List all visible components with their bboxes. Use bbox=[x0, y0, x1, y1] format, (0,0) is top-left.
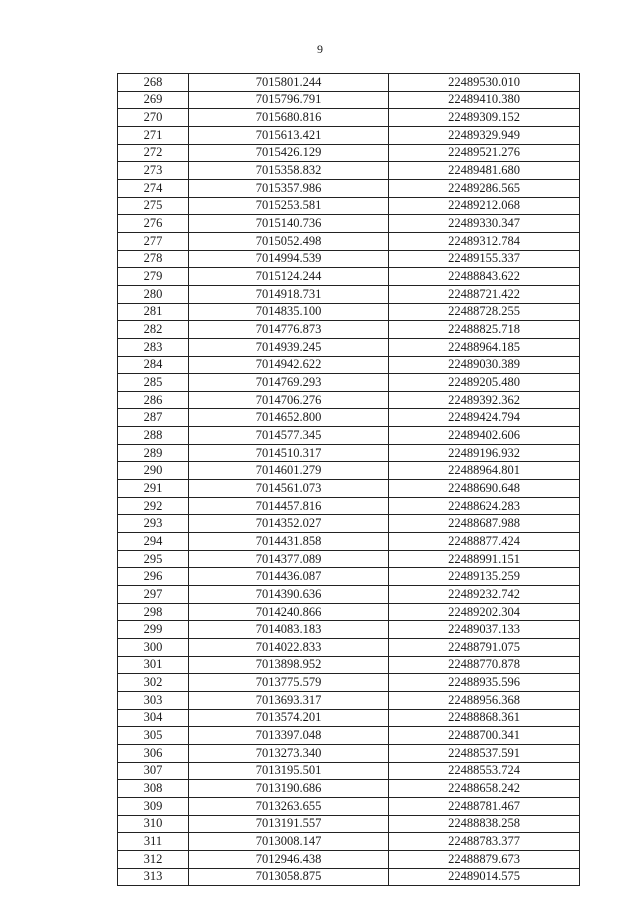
x-coordinate-cell: 7014390.636 bbox=[189, 586, 389, 604]
table-row bbox=[118, 409, 580, 427]
y-coordinate-cell: 22489286.565 bbox=[389, 179, 580, 197]
point-number-cell: 290 bbox=[118, 462, 189, 480]
point-number-cell: 312 bbox=[118, 850, 189, 868]
x-coordinate-cell: 7014601.279 bbox=[189, 462, 389, 480]
table-row bbox=[118, 480, 580, 498]
x-coordinate-cell: 7014436.087 bbox=[189, 568, 389, 586]
y-coordinate-cell: 22488879.673 bbox=[389, 850, 580, 868]
y-coordinate-cell: 22488825.718 bbox=[389, 321, 580, 339]
point-number-cell: 299 bbox=[118, 621, 189, 639]
x-coordinate-cell: 7013191.557 bbox=[189, 815, 389, 833]
y-coordinate-cell: 22488658.242 bbox=[389, 780, 580, 798]
x-coordinate-cell: 7013058.875 bbox=[189, 868, 389, 886]
point-number-cell: 294 bbox=[118, 533, 189, 551]
x-coordinate-cell: 7014776.873 bbox=[189, 321, 389, 339]
table-row bbox=[118, 91, 580, 109]
x-coordinate-cell: 7013190.686 bbox=[189, 780, 389, 798]
table-row bbox=[118, 250, 580, 268]
point-number-cell: 286 bbox=[118, 391, 189, 409]
point-number-cell: 288 bbox=[118, 427, 189, 445]
point-number-cell: 297 bbox=[118, 586, 189, 604]
x-coordinate-cell: 7014083.183 bbox=[189, 621, 389, 639]
point-number-cell: 300 bbox=[118, 639, 189, 657]
x-coordinate-cell: 7015796.791 bbox=[189, 91, 389, 109]
point-number-cell: 273 bbox=[118, 162, 189, 180]
coordinates-table-container bbox=[117, 73, 579, 886]
table-row bbox=[118, 727, 580, 745]
point-number-cell: 276 bbox=[118, 215, 189, 233]
x-coordinate-cell: 7015358.832 bbox=[189, 162, 389, 180]
point-number-cell: 278 bbox=[118, 250, 189, 268]
point-number-cell: 308 bbox=[118, 780, 189, 798]
y-coordinate-cell: 22488687.988 bbox=[389, 515, 580, 533]
table-row bbox=[118, 868, 580, 886]
x-coordinate-cell: 7014939.245 bbox=[189, 338, 389, 356]
point-number-cell: 313 bbox=[118, 868, 189, 886]
x-coordinate-cell: 7015140.736 bbox=[189, 215, 389, 233]
table-row bbox=[118, 762, 580, 780]
x-coordinate-cell: 7014706.276 bbox=[189, 391, 389, 409]
table-row bbox=[118, 356, 580, 374]
point-number-cell: 270 bbox=[118, 109, 189, 127]
point-number-cell: 275 bbox=[118, 197, 189, 215]
coordinates-table bbox=[117, 73, 580, 886]
table-row bbox=[118, 709, 580, 727]
y-coordinate-cell: 22488868.361 bbox=[389, 709, 580, 727]
y-coordinate-cell: 22489410.380 bbox=[389, 91, 580, 109]
y-coordinate-cell: 22488783.377 bbox=[389, 833, 580, 851]
x-coordinate-cell: 7013693.317 bbox=[189, 691, 389, 709]
y-coordinate-cell: 22488935.596 bbox=[389, 674, 580, 692]
y-coordinate-cell: 22488991.151 bbox=[389, 550, 580, 568]
point-number-cell: 269 bbox=[118, 91, 189, 109]
y-coordinate-cell: 22488537.591 bbox=[389, 744, 580, 762]
point-number-cell: 293 bbox=[118, 515, 189, 533]
table-row bbox=[118, 179, 580, 197]
table-row bbox=[118, 550, 580, 568]
y-coordinate-cell: 22489205.480 bbox=[389, 374, 580, 392]
y-coordinate-cell: 22488690.648 bbox=[389, 480, 580, 498]
y-coordinate-cell: 22489135.259 bbox=[389, 568, 580, 586]
table-row bbox=[118, 850, 580, 868]
point-number-cell: 279 bbox=[118, 268, 189, 286]
x-coordinate-cell: 7014510.317 bbox=[189, 444, 389, 462]
table-row bbox=[118, 533, 580, 551]
table-row bbox=[118, 215, 580, 233]
point-number-cell: 283 bbox=[118, 338, 189, 356]
table-row bbox=[118, 639, 580, 657]
y-coordinate-cell: 22488843.622 bbox=[389, 268, 580, 286]
x-coordinate-cell: 7014352.027 bbox=[189, 515, 389, 533]
y-coordinate-cell: 22488964.801 bbox=[389, 462, 580, 480]
y-coordinate-cell: 22489392.362 bbox=[389, 391, 580, 409]
point-number-cell: 296 bbox=[118, 568, 189, 586]
y-coordinate-cell: 22489330.347 bbox=[389, 215, 580, 233]
table-row bbox=[118, 444, 580, 462]
point-number-cell: 295 bbox=[118, 550, 189, 568]
x-coordinate-cell: 7013898.952 bbox=[189, 656, 389, 674]
y-coordinate-cell: 22489329.949 bbox=[389, 126, 580, 144]
y-coordinate-cell: 22489037.133 bbox=[389, 621, 580, 639]
x-coordinate-cell: 7013273.340 bbox=[189, 744, 389, 762]
y-coordinate-cell: 22489030.389 bbox=[389, 356, 580, 374]
x-coordinate-cell: 7014918.731 bbox=[189, 285, 389, 303]
x-coordinate-cell: 7014561.073 bbox=[189, 480, 389, 498]
x-coordinate-cell: 7014652.800 bbox=[189, 409, 389, 427]
table-row bbox=[118, 515, 580, 533]
y-coordinate-cell: 22488553.724 bbox=[389, 762, 580, 780]
table-row bbox=[118, 621, 580, 639]
table-row bbox=[118, 780, 580, 798]
x-coordinate-cell: 7014457.816 bbox=[189, 497, 389, 515]
y-coordinate-cell: 22489196.932 bbox=[389, 444, 580, 462]
x-coordinate-cell: 7014240.866 bbox=[189, 603, 389, 621]
x-coordinate-cell: 7014022.833 bbox=[189, 639, 389, 657]
point-number-cell: 280 bbox=[118, 285, 189, 303]
y-coordinate-cell: 22488956.368 bbox=[389, 691, 580, 709]
table-row bbox=[118, 321, 580, 339]
table-row bbox=[118, 338, 580, 356]
table-row bbox=[118, 427, 580, 445]
point-number-cell: 304 bbox=[118, 709, 189, 727]
table-row bbox=[118, 144, 580, 162]
y-coordinate-cell: 22489312.784 bbox=[389, 232, 580, 250]
x-coordinate-cell: 7013008.147 bbox=[189, 833, 389, 851]
y-coordinate-cell: 22489521.276 bbox=[389, 144, 580, 162]
table-row bbox=[118, 586, 580, 604]
y-coordinate-cell: 22489155.337 bbox=[389, 250, 580, 268]
table-row bbox=[118, 268, 580, 286]
point-number-cell: 306 bbox=[118, 744, 189, 762]
point-number-cell: 287 bbox=[118, 409, 189, 427]
table-row bbox=[118, 656, 580, 674]
y-coordinate-cell: 22488624.283 bbox=[389, 497, 580, 515]
table-row bbox=[118, 497, 580, 515]
point-number-cell: 271 bbox=[118, 126, 189, 144]
y-coordinate-cell: 22489424.794 bbox=[389, 409, 580, 427]
point-number-cell: 281 bbox=[118, 303, 189, 321]
y-coordinate-cell: 22488838.258 bbox=[389, 815, 580, 833]
point-number-cell: 298 bbox=[118, 603, 189, 621]
x-coordinate-cell: 7015613.421 bbox=[189, 126, 389, 144]
table-row bbox=[118, 568, 580, 586]
point-number-cell: 291 bbox=[118, 480, 189, 498]
x-coordinate-cell: 7013775.579 bbox=[189, 674, 389, 692]
x-coordinate-cell: 7015253.581 bbox=[189, 197, 389, 215]
y-coordinate-cell: 22488877.424 bbox=[389, 533, 580, 551]
x-coordinate-cell: 7013574.201 bbox=[189, 709, 389, 727]
x-coordinate-cell: 7014994.539 bbox=[189, 250, 389, 268]
point-number-cell: 310 bbox=[118, 815, 189, 833]
y-coordinate-cell: 22488728.255 bbox=[389, 303, 580, 321]
point-number-cell: 302 bbox=[118, 674, 189, 692]
x-coordinate-cell: 7013397.048 bbox=[189, 727, 389, 745]
table-row bbox=[118, 691, 580, 709]
table-row bbox=[118, 303, 580, 321]
table-row bbox=[118, 374, 580, 392]
table-row bbox=[118, 603, 580, 621]
point-number-cell: 311 bbox=[118, 833, 189, 851]
x-coordinate-cell: 7012946.438 bbox=[189, 850, 389, 868]
point-number-cell: 305 bbox=[118, 727, 189, 745]
point-number-cell: 277 bbox=[118, 232, 189, 250]
point-number-cell: 301 bbox=[118, 656, 189, 674]
point-number-cell: 285 bbox=[118, 374, 189, 392]
x-coordinate-cell: 7014835.100 bbox=[189, 303, 389, 321]
x-coordinate-cell: 7015052.498 bbox=[189, 232, 389, 250]
table-row bbox=[118, 162, 580, 180]
y-coordinate-cell: 22489309.152 bbox=[389, 109, 580, 127]
y-coordinate-cell: 22488964.185 bbox=[389, 338, 580, 356]
table-row bbox=[118, 74, 580, 92]
table-row bbox=[118, 674, 580, 692]
table-row bbox=[118, 197, 580, 215]
table-row bbox=[118, 815, 580, 833]
x-coordinate-cell: 7015680.816 bbox=[189, 109, 389, 127]
x-coordinate-cell: 7014769.293 bbox=[189, 374, 389, 392]
table-row bbox=[118, 126, 580, 144]
point-number-cell: 282 bbox=[118, 321, 189, 339]
y-coordinate-cell: 22489212.068 bbox=[389, 197, 580, 215]
point-number-cell: 289 bbox=[118, 444, 189, 462]
table-row bbox=[118, 744, 580, 762]
table-row bbox=[118, 797, 580, 815]
x-coordinate-cell: 7014942.622 bbox=[189, 356, 389, 374]
point-number-cell: 274 bbox=[118, 179, 189, 197]
x-coordinate-cell: 7015357.986 bbox=[189, 179, 389, 197]
x-coordinate-cell: 7014577.345 bbox=[189, 427, 389, 445]
point-number-cell: 292 bbox=[118, 497, 189, 515]
table-row bbox=[118, 391, 580, 409]
x-coordinate-cell: 7013263.655 bbox=[189, 797, 389, 815]
y-coordinate-cell: 22488721.422 bbox=[389, 285, 580, 303]
x-coordinate-cell: 7014377.089 bbox=[189, 550, 389, 568]
x-coordinate-cell: 7014431.858 bbox=[189, 533, 389, 551]
point-number-cell: 284 bbox=[118, 356, 189, 374]
y-coordinate-cell: 22489402.606 bbox=[389, 427, 580, 445]
y-coordinate-cell: 22488791.075 bbox=[389, 639, 580, 657]
point-number-cell: 272 bbox=[118, 144, 189, 162]
y-coordinate-cell: 22489014.575 bbox=[389, 868, 580, 886]
x-coordinate-cell: 7015124.244 bbox=[189, 268, 389, 286]
point-number-cell: 303 bbox=[118, 691, 189, 709]
table-row bbox=[118, 285, 580, 303]
table-row bbox=[118, 109, 580, 127]
x-coordinate-cell: 7015426.129 bbox=[189, 144, 389, 162]
x-coordinate-cell: 7013195.501 bbox=[189, 762, 389, 780]
point-number-cell: 309 bbox=[118, 797, 189, 815]
table-row bbox=[118, 462, 580, 480]
y-coordinate-cell: 22489530.010 bbox=[389, 74, 580, 92]
y-coordinate-cell: 22489232.742 bbox=[389, 586, 580, 604]
y-coordinate-cell: 22489202.304 bbox=[389, 603, 580, 621]
page-number: 9 bbox=[317, 42, 323, 56]
y-coordinate-cell: 22488770.878 bbox=[389, 656, 580, 674]
y-coordinate-cell: 22488781.467 bbox=[389, 797, 580, 815]
x-coordinate-cell: 7015801.244 bbox=[189, 74, 389, 92]
y-coordinate-cell: 22488700.341 bbox=[389, 727, 580, 745]
table-row bbox=[118, 833, 580, 851]
coordinates-table-body bbox=[118, 74, 580, 886]
y-coordinate-cell: 22489481.680 bbox=[389, 162, 580, 180]
table-row bbox=[118, 232, 580, 250]
point-number-cell: 307 bbox=[118, 762, 189, 780]
point-number-cell: 268 bbox=[118, 74, 189, 92]
